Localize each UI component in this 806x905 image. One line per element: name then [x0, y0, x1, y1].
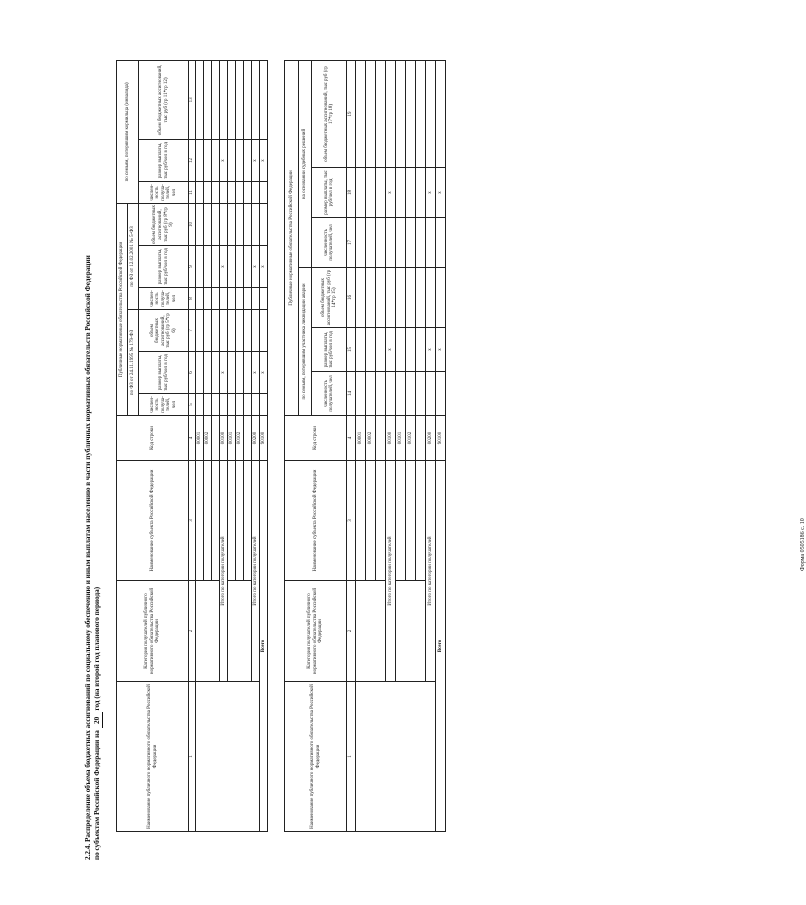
- x-mark: x: [252, 139, 260, 181]
- t1-row-code: [212, 416, 220, 461]
- t2-obligation-cell: [356, 682, 436, 832]
- t2-header-code: Код строки: [285, 416, 347, 461]
- x-mark: x: [260, 352, 268, 394]
- table-row: [260, 60, 268, 831]
- t1-header-families: по семьям, потерявшим кормильца (инвалида): [117, 60, 139, 203]
- t2-colnum: 2: [347, 581, 356, 682]
- t2-header-public-obligations: Публичные нормативные обязательства Российской Федерации: [285, 60, 299, 415]
- x-mark: x: [386, 168, 396, 218]
- t2-header-subject: Наименование субъекта Российской Федерации: [285, 461, 347, 581]
- t2-category-cell: [396, 581, 426, 682]
- t1-row-code: [244, 416, 252, 461]
- t1-sub-size-9: размер выплаты, тыс руб/чел в год: [139, 246, 189, 288]
- t2-sub-volume-16: объем бюджетных ассигнований, тыс руб (гр 14*гр 15): [312, 268, 347, 328]
- x-mark: x: [220, 352, 228, 394]
- t1-sub-volume-13: объем бюджетных ассигнований, тыс руб (гр 11*гр 12): [139, 60, 189, 139]
- t2-subject-cell: [396, 461, 406, 581]
- t2-row-code: 00102: [406, 416, 416, 461]
- t1-subject-cell: [244, 461, 252, 581]
- t2-colnum: 15: [347, 328, 356, 372]
- t2-colnum: 16: [347, 268, 356, 328]
- t1-colnum: 7: [189, 310, 196, 352]
- t1-header-public-obligations: Публичные нормативные обязательства Российской Федерации: [117, 203, 128, 415]
- x-mark: x: [435, 328, 445, 372]
- t2-colnum: 3: [347, 461, 356, 581]
- t2-column-numbers: [347, 60, 356, 831]
- t1-category-cell: [228, 581, 252, 682]
- t1-grand-total-label: Всего: [260, 461, 268, 832]
- t1-row-code: 90100: [260, 416, 268, 461]
- t2-header-court: на основании судебных решений: [298, 60, 312, 267]
- t2-row-code: 90100: [435, 416, 445, 461]
- t2-header-obligation: Наименование публичного нормативного обязательства Российской Федерации: [285, 682, 347, 832]
- t1-sub-count-8: числен-ность получа-телей, чел: [139, 288, 189, 310]
- year-blank: 20: [93, 712, 103, 728]
- x-mark: x: [386, 328, 396, 372]
- table-2: [284, 60, 446, 832]
- t1-sub-count-11: числен-ность получа-телей, чел: [139, 181, 189, 203]
- t1-header-code: Код строки: [117, 416, 189, 461]
- t1-subject-cell: [212, 461, 220, 581]
- t2-colnum: 18: [347, 168, 356, 218]
- t2-sub-count: численность получателей, чел: [312, 372, 347, 416]
- x-mark: x: [220, 246, 228, 288]
- x-mark: x: [252, 246, 260, 288]
- t2-sub-volume-19: объем бюджетных ассигнований, тыс руб (гр 17*гр 18): [312, 60, 347, 167]
- t2-colnum: 19: [347, 60, 356, 167]
- rotated-sheet: [84, 60, 454, 860]
- heading-line-2-prefix: по субъектам Российской Федерации на: [93, 730, 101, 860]
- t2-colnum: 1: [347, 682, 356, 832]
- x-mark: x: [426, 328, 436, 372]
- t1-colnum: 13: [189, 60, 196, 139]
- t1-header-law-179: по ФЗ от 24.11.1995 № 179-ФЗ: [128, 310, 139, 416]
- t1-colnum: 12: [189, 139, 196, 181]
- t2-sub-size: размер выплаты, тыс руб/чел в год: [312, 328, 347, 372]
- table-1: [116, 60, 268, 832]
- t2-subject-cell: [416, 461, 426, 581]
- section-heading: [84, 60, 103, 860]
- t1-subject-cell: [204, 461, 212, 581]
- t2-subject-cell: [376, 461, 386, 581]
- t1-total-category-label: Итого по категории получателей: [220, 461, 228, 682]
- t2-row-code: 00001: [356, 416, 366, 461]
- t2-category-cell: [356, 581, 386, 682]
- t1-subject-cell: [196, 461, 204, 581]
- x-mark: x: [260, 139, 268, 181]
- x-mark: x: [252, 352, 260, 394]
- t1-subject-cell: [228, 461, 236, 581]
- t1-sub-size: размер выплаты, тыс руб/чел в год: [139, 352, 189, 394]
- x-mark: x: [435, 168, 445, 218]
- t2-row-code: 00100: [386, 416, 396, 461]
- heading-line-2-suffix: год (на второй год планового периода): [93, 586, 101, 711]
- t2-row-code: 00101: [396, 416, 406, 461]
- x-mark: x: [260, 246, 268, 288]
- t2-sub-size-18: размер выплаты, тыс руб/чел в год: [312, 168, 347, 218]
- t1-header-law-5: по ФЗ от 12.02.2001 № 5-ФЗ: [128, 203, 139, 309]
- t2-colnum: 4: [347, 416, 356, 461]
- t1-colnum: 8: [189, 288, 196, 310]
- t1-row-code: 00200: [252, 416, 260, 461]
- t2-sub-count-17: численность получателей, чел: [312, 218, 347, 268]
- t1-header-subject: Наименование субъекта Российской Федерации: [117, 461, 189, 581]
- t1-subject-cell: [236, 461, 244, 581]
- t2-row-code: 00200: [426, 416, 436, 461]
- x-mark: x: [220, 139, 228, 181]
- t2-header-accident: по семьям, потерявшим участника ликвидации аварии: [298, 268, 312, 416]
- t1-colnum: 4: [189, 416, 196, 461]
- t1-row-code: 00102: [236, 416, 244, 461]
- t1-sub-size-12: размер выплаты, тыс руб/чел в год: [139, 139, 189, 181]
- t1-sub-volume-10: объем бюджетных ассигнований, тыс руб (гр 8*гр 9): [139, 203, 189, 245]
- t2-total-category-label: Итого по категории получателей: [426, 461, 436, 682]
- t1-column-numbers: [189, 60, 196, 831]
- t1-row-code: 00100: [220, 416, 228, 461]
- t1-row-code: 00002: [204, 416, 212, 461]
- t1-colnum: 9: [189, 246, 196, 288]
- t2-row-code: 00002: [366, 416, 376, 461]
- t2-subject-cell: [356, 461, 366, 581]
- t2-colnum: 14: [347, 372, 356, 416]
- t1-colnum: 11: [189, 181, 196, 203]
- t2-header-recipients: Категория получателей публичного нормативного обязательства Российской Федерации: [285, 581, 347, 682]
- heading-line-1: 2.2.4. Распределение объема бюджетных ассигнований по социальному обеспечению и иным выплатам населению в части публичных нормативных обязательств Российской Федерации: [84, 255, 92, 860]
- t1-colnum: 10: [189, 203, 196, 245]
- t1-row-code: 00101: [228, 416, 236, 461]
- t1-sub-count: числен-ность получа-телей, чел: [139, 394, 189, 416]
- t1-category-cell: [196, 581, 220, 682]
- t1-colnum: 1: [189, 682, 196, 832]
- t1-header-obligation: Наименование публичного нормативного обязательства Российской Федерации: [117, 682, 189, 832]
- t1-header-recipients: Категория получателей публичного нормативного обязательства Российской Федерации: [117, 581, 189, 682]
- t1-sub-volume: объем бюджетных ассигнований, тыс руб (гр 5*гр 6): [139, 310, 189, 352]
- t2-colnum: 17: [347, 218, 356, 268]
- t1-colnum: 5: [189, 394, 196, 416]
- table-row: [196, 60, 204, 831]
- x-mark: x: [426, 168, 436, 218]
- form-code: Форма 0505186 с. 10: [800, 518, 806, 571]
- t1-total-category-label: Итого по категории получателей: [252, 461, 260, 682]
- t1-colnum: 3: [189, 461, 196, 581]
- t2-subject-cell: [366, 461, 376, 581]
- t2-subject-cell: [406, 461, 416, 581]
- t1-row-code: 00001: [196, 416, 204, 461]
- t2-total-category-label: Итого по категории получателей: [386, 461, 396, 682]
- heading-line-2: [93, 60, 103, 860]
- table-row: [435, 60, 445, 831]
- t1-colnum: 2: [189, 581, 196, 682]
- t2-grand-total-label: Всего: [435, 461, 445, 832]
- t1-obligation-cell: [196, 682, 260, 832]
- t1-colnum: 6: [189, 352, 196, 394]
- table-row: [356, 60, 366, 831]
